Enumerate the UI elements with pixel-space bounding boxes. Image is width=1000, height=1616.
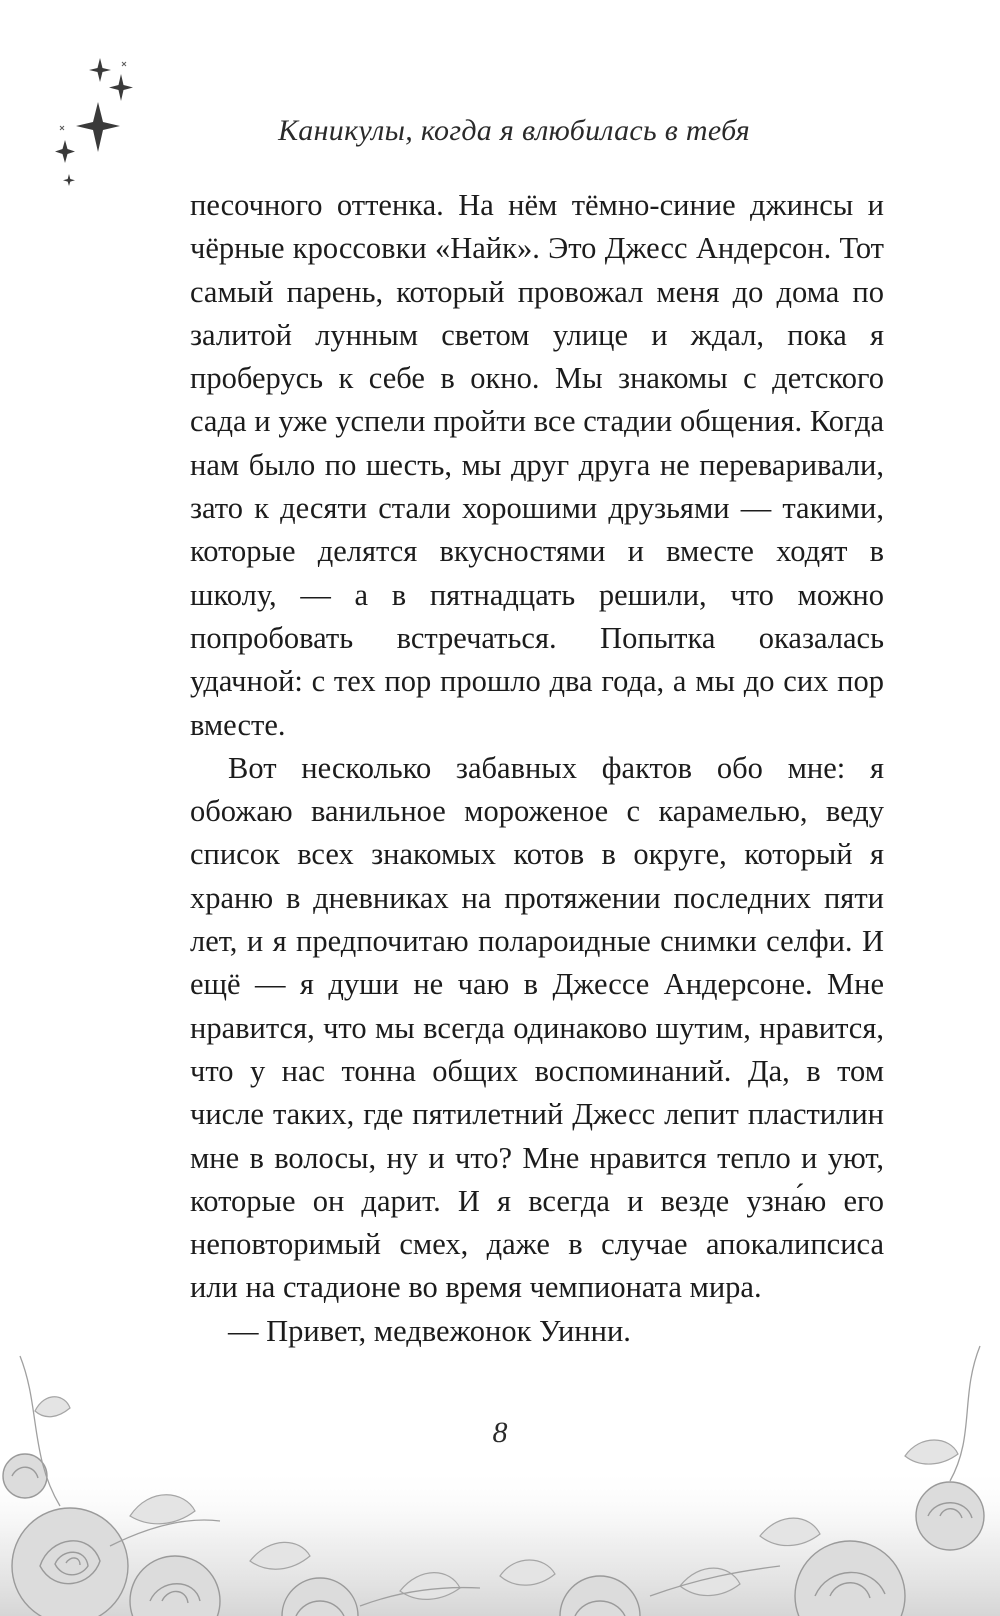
- small-sparkle-icon: [109, 74, 133, 101]
- dialogue-line: — Привет, медвежонок Уинни.: [228, 1313, 631, 1348]
- rose-icon: [12, 1508, 128, 1616]
- leaf-icon: [35, 1397, 70, 1417]
- rose-icon: [916, 1482, 984, 1550]
- running-header-title: Каникулы, когда я влюбилась в тебя: [278, 114, 750, 147]
- paragraph: Вот несколько забавных фактов обо мне: я обожаю ванильное мороженое с карамелью, веду список всех знакомых котов в округе, который я храню в дневниках на протяжении последних пяти лет, и я предпочитаю полароидные снимки селфи. И ещё — я души не чаю в Джессе Андерсоне. Мне нравится, что мы всегда одинаково шутим, нравится, что у нас тонна общих воспоминаний. Да, в том числе таких, где пятилетний Джесс лепит пластилин мне в волосы, ну и что? Мне нравится тепло и уют, которые он дарит. И я всегда и везде узна́ю его неповторимый смех, даже в случае апокалипсиса или на стадионе во время чемпионата мира.: [190, 750, 884, 1305]
- small-sparkle-icon: [55, 140, 75, 163]
- page-number: 8: [492, 1416, 508, 1449]
- sparkles-ornament: [48, 48, 148, 198]
- small-sparkle-icon: [89, 58, 111, 82]
- floral-border-ornament: [0, 1316, 1000, 1616]
- rose-icon: [3, 1454, 47, 1498]
- paragraph: песочного оттенка. На нём тёмно-синие джинсы и чёрные кроссовки «Найк». Это Джесс Андерсон. Тот самый парень, который провожал меня до дома по залитой лунным светом улице и ждал, пока я проберусь к себе в окно. Мы знакомы с детского сада и уже успели пройти все стадии общения. Когда нам было по шесть, мы друг друга не переваривали, зато к десяти стали хорошими друзьями — такими, которые делятся вкусностями и вместе ходят в школу, — а в пятнадцать решили, что можно попробовать встречаться. Попытка оказалась удачной: с тех пор прошло два года, а мы до сих пор вместе.: [190, 188, 884, 742]
- tiny-sparkle-icon: [63, 174, 75, 186]
- page-body-text: [190, 184, 884, 1353]
- large-sparkle-icon: [76, 102, 120, 152]
- leaf-icon: [905, 1440, 958, 1464]
